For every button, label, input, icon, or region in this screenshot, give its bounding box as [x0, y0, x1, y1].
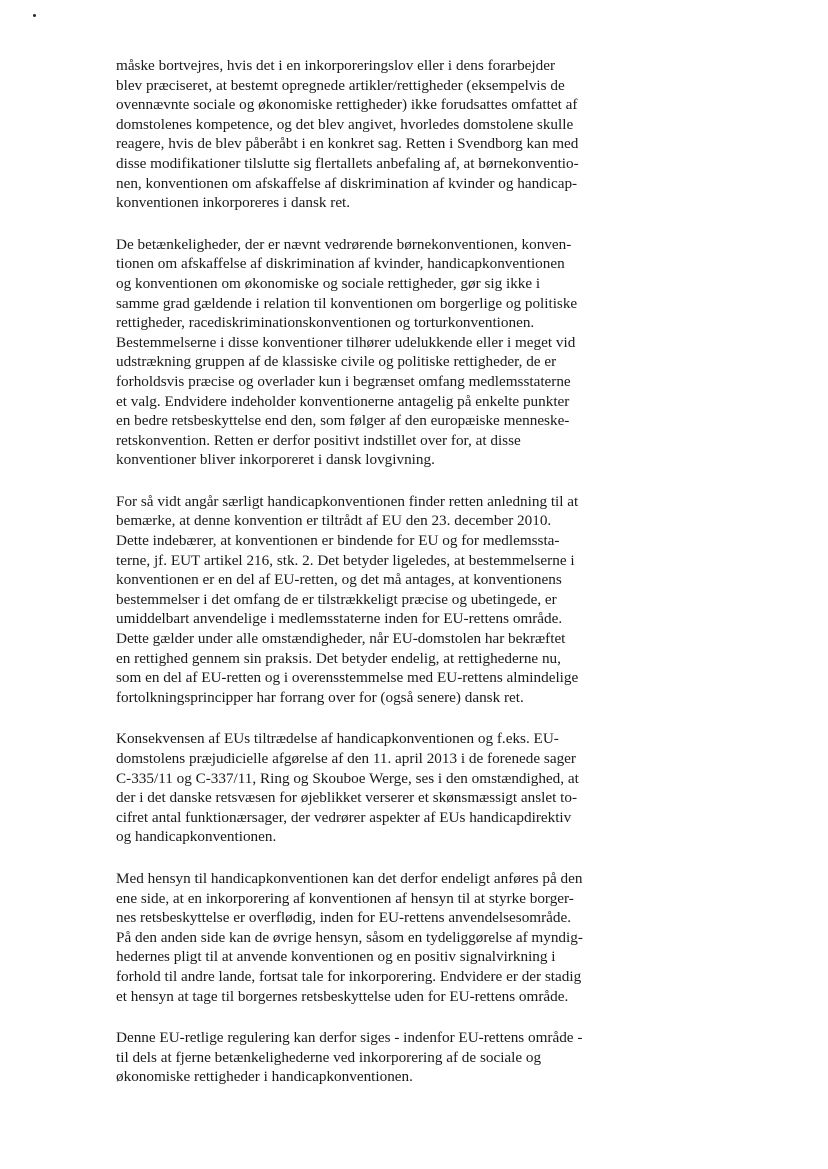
text-line: ovennævnte sociale og økonomiske rettigheder) ikke forudsattes omfattet af: [116, 96, 578, 114]
text-line: bestemmelser i det omfang de er tilstrækkeligt præcise og ubetingede, er: [116, 590, 557, 608]
text-line: og konventionen om økonomiske og sociale rettigheder, gør sig ikke i: [116, 274, 541, 292]
text-line: disse modifikationer tilslutte sig flertallets anbefaling af, at børnekonventio-: [116, 154, 579, 172]
text-line: konventionen er en del af EU-retten, og det må antages, at konventionens: [116, 571, 562, 589]
text-line: Dette gælder under alle omstændigheder, når EU-domstolen har bekræftet: [116, 630, 566, 648]
text-line: et valg. Endvidere indeholder konventionerne antagelig på enkelte punkter: [116, 392, 570, 410]
paragraph-4: [116, 729, 616, 847]
text-line: en bedre retsbeskyttelse end den, som følger af den europæiske menneske-: [116, 412, 570, 430]
text-line: samme grad gældende i relation til konventionen om borgerlige og politiske: [116, 294, 578, 312]
paragraph-spacer: [116, 470, 616, 492]
text-line: konventionen inkorporeres i dansk ret.: [116, 194, 351, 212]
text-line: retskonvention. Retten er derfor positivt indstillet over for, at disse: [116, 431, 521, 449]
text-line: På den anden side kan de øvrige hensyn, såsom en tydeliggørelse af myndig-: [116, 928, 583, 946]
text-line: der i det danske retsvæsen for øjeblikket verserer et skønsmæssigt anslet to-: [116, 789, 578, 807]
scan-speck: [33, 14, 36, 17]
text-line: C-335/11 og C-337/11, Ring og Skouboe Werge, ses i den omstændighed, at: [116, 769, 579, 787]
paragraph-1: [116, 56, 616, 213]
text-line: nen, konventionen om afskaffelse af diskrimination af kvinder og handicap-: [116, 174, 578, 192]
document-body: [116, 56, 616, 1087]
text-line: fortolkningsprincipper har forrang over for (også senere) dansk ret.: [116, 688, 524, 706]
paragraph-2: [116, 235, 616, 470]
text-line: ene side, at en inkorporering af konventionen af hensyn til at styrke borger-: [116, 889, 574, 907]
text-line: og handicapkonventionen.: [116, 828, 277, 846]
paragraph-spacer: [116, 707, 616, 729]
text-line: Dette indebærer, at konventionen er bindende for EU og for medlemssta-: [116, 532, 560, 550]
text-line: For så vidt angår særligt handicapkonventionen finder retten anledning til at: [116, 492, 579, 510]
paragraph-5: [116, 869, 616, 1006]
text-line: konventioner bliver inkorporeret i dansk lovgivning.: [116, 451, 435, 469]
text-line: cifret antal funktionærsager, der vedrører aspekter af EUs handicapdirektiv: [116, 808, 572, 826]
text-line: udstrækning gruppen af de klassiske civile og politiske rettigheder, de er: [116, 353, 557, 371]
paragraph-spacer: [116, 213, 616, 235]
text-line: Med hensyn til handicapkonventionen kan det derfor endeligt anføres på den: [116, 869, 583, 887]
text-line: reagere, hvis de blev påberåbt i en konkret sag. Retten i Svendborg kan med: [116, 135, 579, 153]
text-line: umiddelbart anvendelige i medlemsstaterne inden for EU-rettens område.: [116, 610, 563, 628]
text-line: som en del af EU-retten og i overensstemmelse med EU-rettens almindelige: [116, 669, 579, 687]
text-line: terne, jf. EUT artikel 216, stk. 2. Det betyder ligeledes, at bestemmelserne i: [116, 551, 575, 569]
paragraph-spacer: [116, 1006, 616, 1028]
text-line: et hensyn at tage til borgernes retsbeskyttelse uden for EU-rettens område.: [116, 987, 569, 1005]
text-line: til dels at fjerne betænkelighederne ved inkorporering af de sociale og: [116, 1048, 542, 1066]
text-line: De betænkeligheder, der er nævnt vedrørende børnekonventionen, konven-: [116, 235, 572, 253]
text-line: forhold til andre lande, fortsat tale for inkorporering. Endvidere er der stadig: [116, 967, 582, 985]
text-line: en rettighed gennem sin praksis. Det betyder endelig, at rettighederne nu,: [116, 649, 561, 667]
text-line: forholdsvis præcise og overlader kun i begrænset omfang medlemsstaterne: [116, 372, 571, 390]
text-line: nes retsbeskyttelse er overflødig, inden for EU-rettens anvendelsesområde.: [116, 909, 572, 927]
text-line: rettigheder, racediskriminationskonventionen og torturkonventionen.: [116, 314, 535, 332]
text-line: Konsekvensen af EUs tiltrædelse af handicapkonventionen og f.eks. EU-: [116, 730, 559, 748]
text-line: tionen om afskaffelse af diskrimination af kvinder, handicapkonventionen: [116, 255, 565, 273]
text-line: blev præciseret, at bestemt opregnede artikler/rettigheder (eksempelvis de: [116, 76, 565, 94]
text-line: måske bortvejres, hvis det i en inkorporeringslov eller i dens forarbejder: [116, 57, 556, 74]
paragraph-spacer: [116, 847, 616, 869]
text-line: hedernes pligt til at anvende konventionen og en positiv signalvirkning i: [116, 948, 556, 966]
text-line: Denne EU-retlige regulering kan derfor siges - indenfor EU-rettens område -: [116, 1029, 583, 1047]
text-line: bemærke, at denne konvention er tiltrådt af EU den 23. december 2010.: [116, 512, 552, 530]
text-line: økonomiske rettigheder i handicapkonventionen.: [116, 1068, 413, 1086]
paragraph-6: [116, 1028, 616, 1087]
text-line: Bestemmelserne i disse konventioner tilhører udelukkende eller i meget vid: [116, 333, 576, 351]
text-line: domstolenes kompetence, og det blev angivet, hvorledes domstolene skulle: [116, 115, 574, 133]
paragraph-3: [116, 492, 616, 708]
text-line: domstolens præjudicielle afgørelse af den 11. april 2013 i de forenede sager: [116, 750, 576, 767]
